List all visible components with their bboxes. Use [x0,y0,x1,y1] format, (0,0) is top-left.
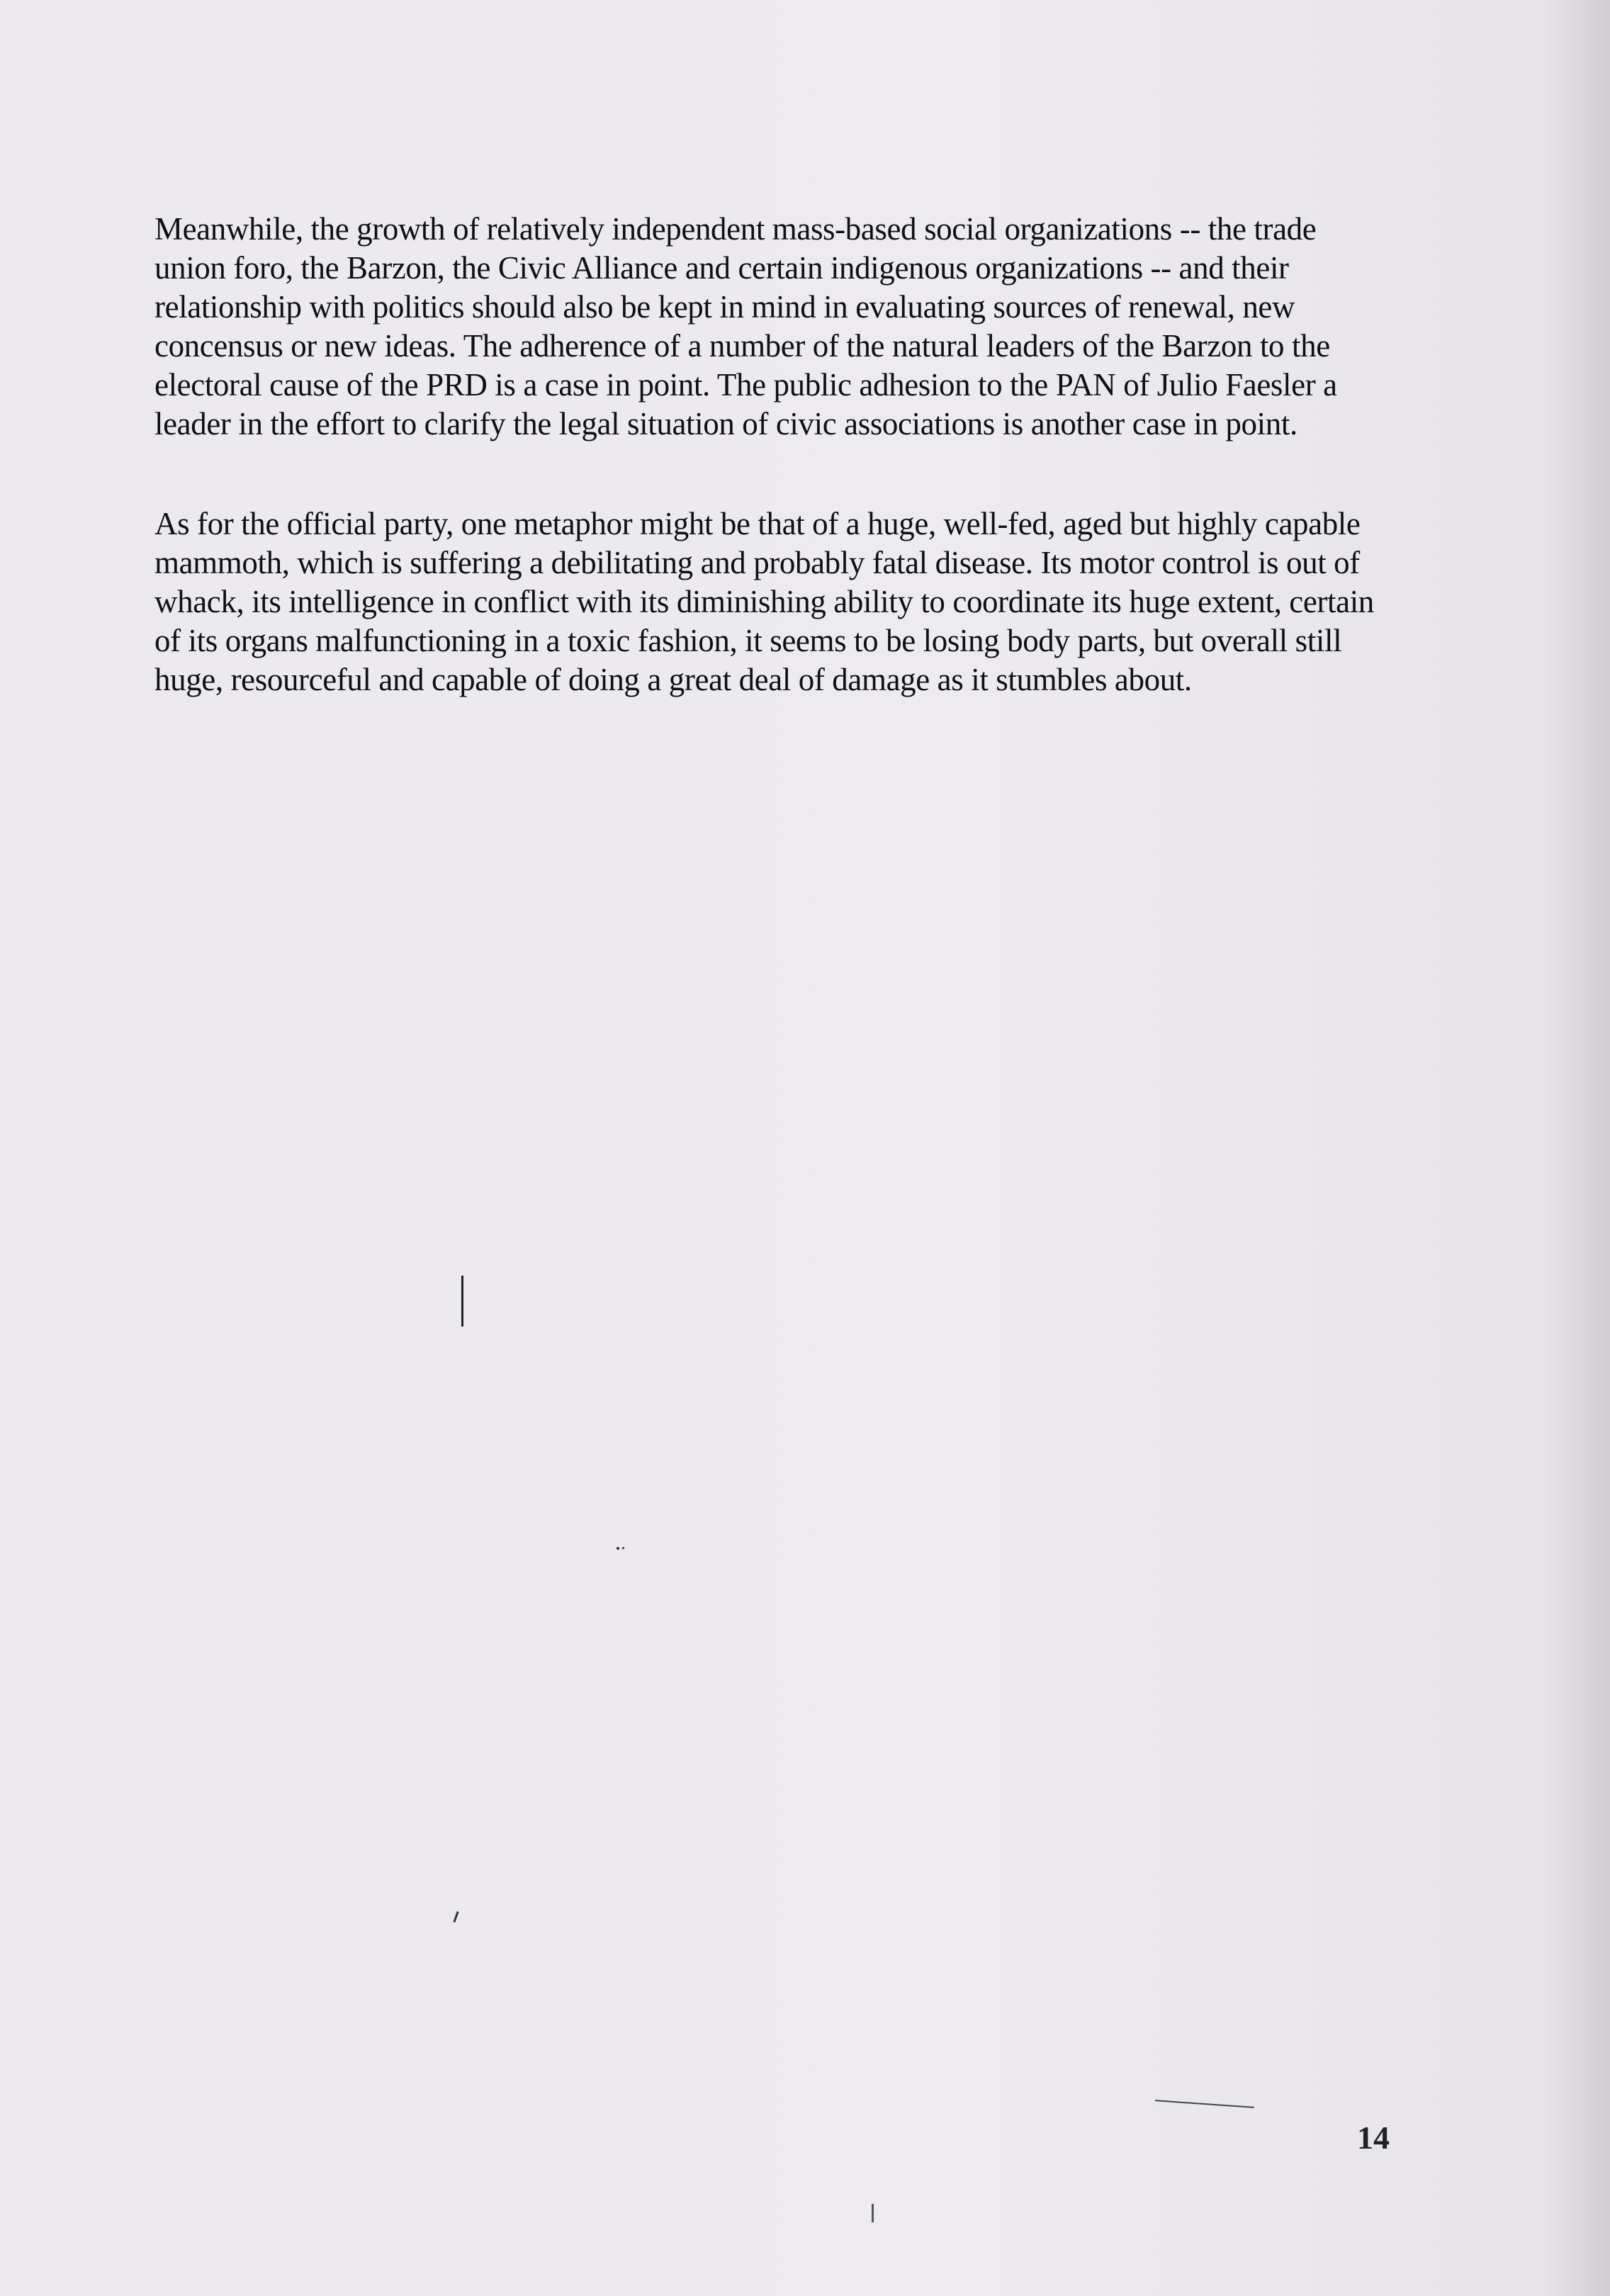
bleed-through-text [154,946,1565,2073]
text-line: union foro, the Barzon, the Civic Alliance and certain indigenous organizations -- and their [154,250,1289,286]
text-line: mammoth, which is suffering a debilitating and probably fatal disease. Its motor control is out of [154,545,1360,580]
scan-mark [1155,2100,1254,2108]
scan-mark [622,1547,624,1549]
text-line: relationship with politics should also be kept in mind in evaluating sources of renewal, new [154,289,1295,325]
scan-mark [617,1547,619,1550]
text-line: electoral cause of the PRD is a case in point. The public adhesion to the PAN of Julio Faesler a [154,367,1337,403]
scan-mark [461,1276,463,1327]
paragraph-official-party [154,505,1508,699]
text-line: Meanwhile, the growth of relatively independent mass-based social organizations -- the trade [154,211,1317,247]
text-line: of its organs malfunctioning in a toxic fashion, it seems to be losing body parts, but overall still [154,623,1342,658]
text-line: concensus or new ideas. The adherence of a number of the natural leaders of the Barzon to the [154,328,1330,364]
text-line: huge, resourceful and capable of doing a great deal of damage as it stumbles about. [154,662,1192,697]
page-number: 14 [1357,2120,1390,2156]
paragraph-civic-organizations [154,210,1508,444]
text-line: whack, its intelligence in conflict with its diminishing ability to coordinate its huge extent, certain [154,584,1374,619]
text-line: As for the official party, one metaphor might be that of a huge, well-fed, aged but highly capable [154,506,1361,541]
text-line: leader in the effort to clarify the legal situation of civic associations is another case in point. [154,406,1297,441]
scan-mark [872,2204,874,2222]
